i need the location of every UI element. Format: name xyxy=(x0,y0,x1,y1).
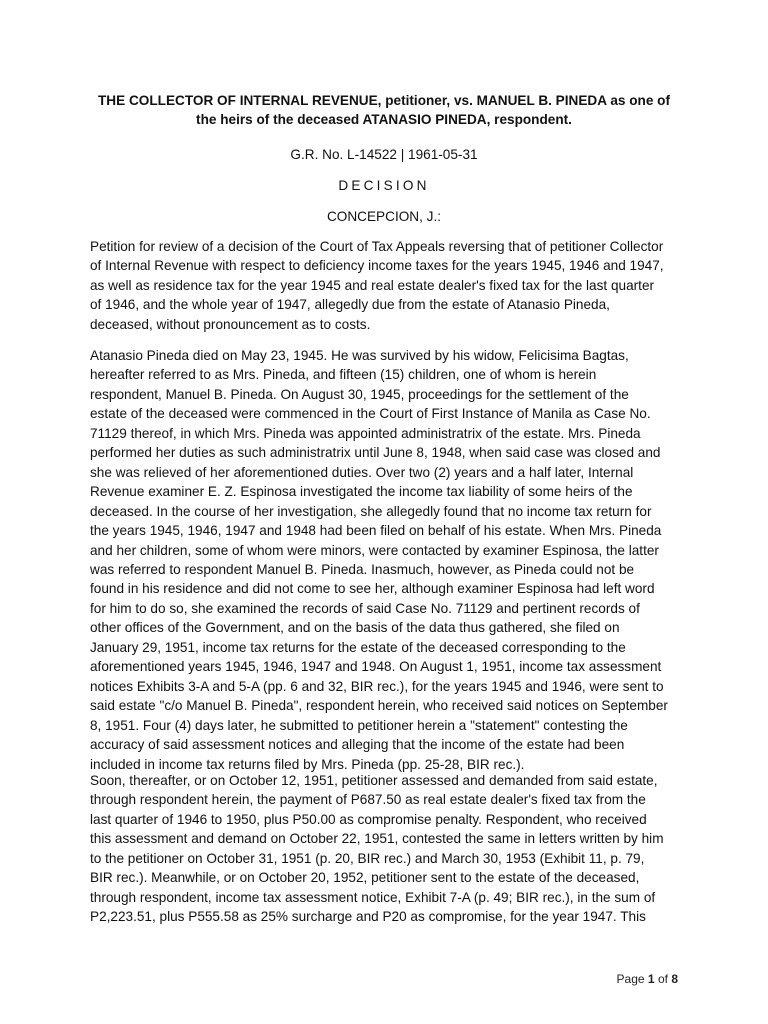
page-number: 1 xyxy=(647,972,655,986)
paragraph-line: to the petitioner on October 31, 1951 (p. 20, BIR rec.) and March 30, 1953 (Exhibit 11, p. 79, xyxy=(90,850,645,866)
paragraph-line: Atanasio Pineda died on May 23, 1945. He was survived by his widow, Felicisima Bagtas, xyxy=(90,348,629,363)
paragraph-1 xyxy=(90,237,690,334)
paragraph-line: said estate "c/o Manuel B. Pineda", respondent herein, who received said notices on September xyxy=(90,698,668,714)
ponente: CONCEPCION, J.: xyxy=(326,209,442,224)
paragraph-line: 71129 thereof, in which Mrs. Pineda was appointed administratrix of the estate. Mrs. Pineda xyxy=(90,425,641,441)
paragraph-line: other offices of the Government, and on the basis of the data thus gathered, she filed on xyxy=(90,620,620,636)
decision-heading: DECISION xyxy=(338,178,430,193)
paragraph-line: BIR rec.). Meanwhile, or on October 20, 1952, petitioner sent to the estate of the deceased, xyxy=(90,870,640,886)
paragraph-line: Petition for review of a decision of the Court of Tax Appeals reversing that of petitioner Collector xyxy=(90,239,664,254)
paragraph-line: for him to do so, she examined the records of said Case No. 71129 and pertinent records of xyxy=(90,600,640,616)
paragraph-line: this assessment and demand on October 22, 1951, contested the same in letters written by him xyxy=(90,831,664,847)
page-word: Page xyxy=(616,972,645,986)
page-total: 8 xyxy=(671,972,678,986)
paragraph-line: through respondent, income tax assessment notice, Exhibit 7-A (p. 49; BIR rec.), in the sum of xyxy=(90,889,656,905)
paragraph-line: P2,223.51, plus P555.58 as 25% surcharge and P20 as compromise, for the year 1947. This xyxy=(90,909,646,925)
paragraph-line: she was relieved of her aforementioned duties. Over two (2) years and a half later, Internal xyxy=(90,464,634,480)
case-title xyxy=(70,91,698,129)
paragraph-line: Soon, thereafter, or on October 12, 1951, petitioner assessed and demanded from said estate, xyxy=(90,773,658,788)
paragraph-line: last quarter of 1946 to 1950, plus P50.00 as compromise penalty. Respondent, who received xyxy=(90,811,647,827)
paragraph-line: estate of the deceased were commenced in the Court of First Instance of Manila as Case No. xyxy=(90,406,651,422)
paragraph-line: notices Exhibits 3-A and 5-A (pp. 6 and 32, BIR rec.), for the years 1945 and 1946, were sent to xyxy=(90,678,664,694)
paragraph-line: respondent, Manuel B. Pineda. On August 30, 1945, proceedings for the settlement of the xyxy=(90,386,629,402)
paragraph-line: of 1946, and the whole year of 1947, allegedly due from the estate of Atanasio Pineda, xyxy=(90,297,610,313)
paragraph-line: included in income tax returns filed by Mrs. Pineda (pp. 25-28, BIR rec.). xyxy=(90,756,525,772)
paragraph-line: performed her duties as such administratrix until June 8, 1948, when said case was closed and xyxy=(90,445,661,461)
gr-number: G.R. No. L-14522 | 1961-05-31 xyxy=(290,147,478,162)
paragraph-line: deceased. In the course of her investigation, she allegedly found that no income tax return for xyxy=(90,503,652,519)
paragraph-line: aforementioned years 1945, 1946, 1947 and 1948. On August 1, 1951, income tax assessment xyxy=(90,659,662,675)
of-word: of xyxy=(657,972,668,986)
paragraph-line: of Internal Revenue with respect to deficiency income taxes for the years 1945, 1946 and 1947, xyxy=(90,258,664,274)
paragraph-line: the years 1945, 1946, 1947 and 1948 had been filed on behalf of his estate. When Mrs. Pineda xyxy=(90,523,662,539)
paragraph-line: and her children, some of whom were minors, were contacted by examiner Espinosa, the latter xyxy=(90,542,659,558)
paragraph-line: 8, 1951. Four (4) days later, he submitted to petitioner herein a "statement" contesting the xyxy=(90,717,628,733)
paragraph-3 xyxy=(90,771,690,927)
paragraph-line: through respondent herein, the payment of P687.50 as real estate dealer's fixed tax from the xyxy=(90,792,646,808)
paragraph-line: Revenue examiner E. Z. Espinosa investigated the income tax liability of some heirs of the xyxy=(90,484,633,500)
case-title-line-2: the heirs of the deceased ATANASIO PINEDA, respondent. xyxy=(196,112,572,127)
paragraph-line: hereafter referred to as Mrs. Pineda, and fifteen (15) children, one of whom is herein xyxy=(90,367,597,383)
paragraph-line: January 29, 1951, income tax returns for the estate of the deceased corresponding to the xyxy=(90,639,626,655)
paragraph-2 xyxy=(90,346,690,774)
paragraph-line: accuracy of said assessment notices and alleging that the income of the estate had been xyxy=(90,737,625,753)
paragraph-line: was referred to respondent Manuel B. Pineda. Inasmuch, however, as Pineda could not be xyxy=(90,561,635,577)
paragraph-line: as well as residence tax for the year 1945 and real estate dealer's fixed tax for the last quarter xyxy=(90,277,655,293)
case-title-line-1: THE COLLECTOR OF INTERNAL REVENUE, petitioner, vs. MANUEL B. PINEDA as one of xyxy=(97,93,670,108)
page-number-footer xyxy=(560,972,678,986)
paragraph-line: found in his residence and did not come to see her, although examiner Espinosa had left word xyxy=(90,581,655,597)
paragraph-line: deceased, without pronouncement as to costs. xyxy=(90,316,371,332)
